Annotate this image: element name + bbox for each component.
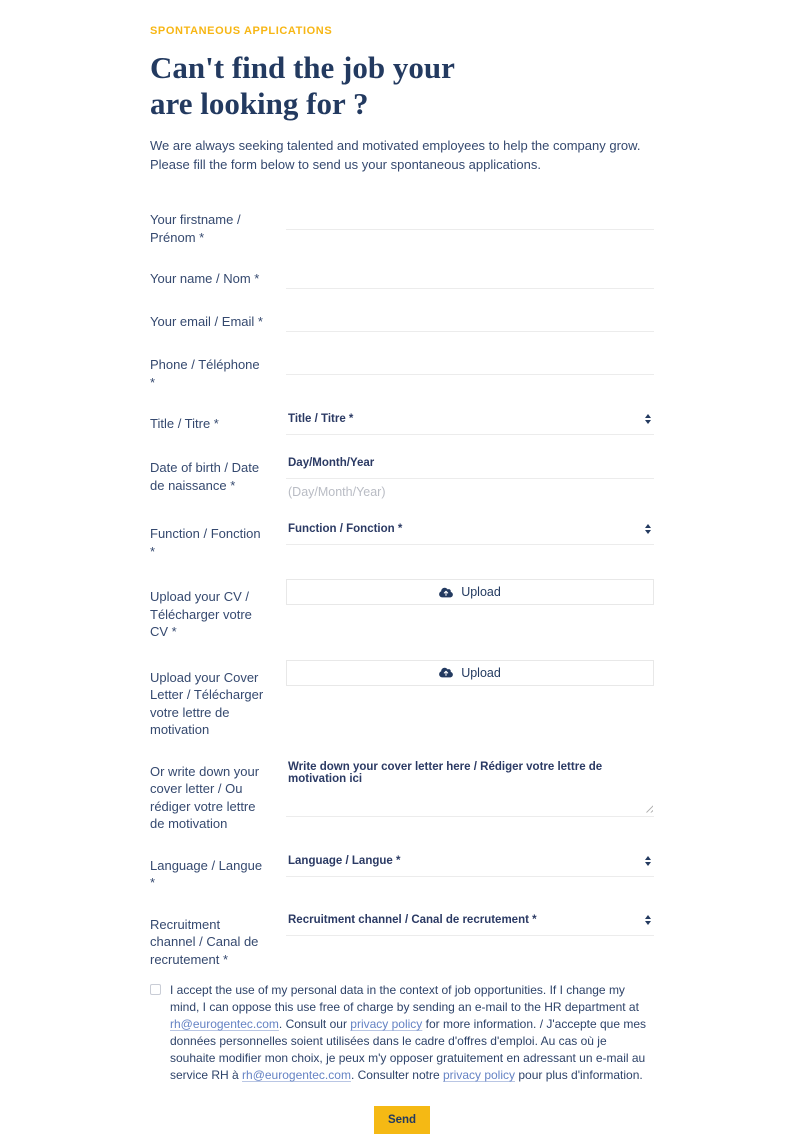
field-row-upload-cv: [150, 579, 654, 641]
select-stepper-icon: [645, 414, 652, 424]
field-label-cover-letter-text: Or write down your cover letter / Ou rédiger votre lettre de motivation: [150, 763, 260, 831]
upload-cv-button[interactable]: [286, 579, 654, 605]
consent-text-part: pour plus d'information.: [515, 1068, 643, 1082]
page-title-line-2: are looking for ?: [150, 86, 369, 121]
consent-text-part: I accept the use of my personal data in the context of job opportunities. If I change my mind, I can oppose this use free of charge by sending an e-mail to the HR department at: [170, 983, 639, 1014]
field-label-dob: Date of birth / Date de naissance *: [150, 460, 260, 493]
recruitment-channel-select-value: Recruitment channel / Canal de recrutement *: [288, 913, 537, 926]
consent-text-part: for more information. / J'accepte que mes données personnelles soient utilisées dans le cadre d'offres d'emploi. Au cas où je souhaite modifier mon choix, je peux m'y opposer gratuitement en adressant un e-mail au service RH à: [170, 1017, 647, 1082]
upload-cv-button-label: Upload: [461, 585, 501, 599]
upload-cloud-icon: [439, 587, 453, 598]
hr-email-link[interactable]: rh@eurogentec.com: [242, 1068, 351, 1082]
field-row-firstname: [150, 206, 654, 246]
field-row-title: [150, 410, 654, 435]
field-label-firstname: Your firstname / Prénom *: [150, 212, 241, 245]
field-row-upload-cover-letter: [150, 660, 654, 739]
privacy-policy-link[interactable]: privacy policy: [442, 1068, 516, 1082]
field-label-phone: Phone / Téléphone *: [150, 357, 260, 390]
language-select-value: Language / Langue *: [288, 854, 401, 867]
upload-cloud-icon: [439, 667, 453, 678]
consent-checkbox[interactable]: [150, 984, 161, 995]
field-label-upload-cv: Upload your CV / Télécharger votre CV *: [150, 589, 252, 639]
send-button[interactable]: Send: [374, 1106, 430, 1134]
upload-cover-letter-button[interactable]: [286, 660, 654, 686]
field-row-recruitment-channel: [150, 911, 654, 969]
email-input[interactable]: [286, 308, 654, 332]
language-select[interactable]: [286, 852, 654, 877]
field-row-email: [150, 308, 654, 332]
field-row-phone: [150, 351, 654, 391]
select-stepper-icon: [645, 524, 652, 534]
firstname-input[interactable]: [286, 206, 654, 230]
field-label-name: Your name / Nom *: [150, 271, 260, 286]
field-row-name: [150, 265, 654, 289]
consent-row: [150, 982, 654, 1084]
consent-text-part: . Consult our: [278, 1017, 351, 1031]
field-label-title: Title / Titre *: [150, 416, 219, 431]
recruitment-channel-select[interactable]: [286, 911, 654, 936]
name-input[interactable]: [286, 265, 654, 289]
cover-letter-textarea-frame: [286, 758, 654, 817]
title-select-value: Title / Titre *: [288, 413, 354, 425]
field-row-language: [150, 852, 654, 892]
select-stepper-icon: [645, 856, 652, 866]
field-label-function: Function / Fonction *: [150, 526, 261, 559]
field-label-email: Your email / Email *: [150, 314, 263, 329]
dob-input[interactable]: [286, 479, 654, 499]
cover-letter-textarea[interactable]: [286, 789, 654, 811]
field-row-function: [150, 520, 654, 560]
dob-field-frame: [286, 454, 654, 479]
function-select-value: Function / Fonction *: [288, 523, 403, 535]
page-title-line-1: Can't find the job your: [150, 50, 455, 85]
field-label-upload-cover-letter: Upload your Cover Letter / Télécharger votre lettre de motivation: [150, 669, 264, 737]
function-select[interactable]: [286, 520, 654, 545]
section-eyebrow: SPONTANEOUS APPLICATIONS: [150, 25, 333, 37]
title-select[interactable]: [286, 410, 654, 435]
intro-paragraph: We are always seeking talented and motivated employees to help the company grow. Please fill the form below to send us your spontaneous applications.: [150, 138, 641, 172]
privacy-policy-link[interactable]: privacy policy: [350, 1017, 423, 1031]
hr-email-link[interactable]: rh@eurogentec.com: [170, 1017, 279, 1031]
phone-input[interactable]: [286, 351, 654, 375]
cover-letter-textarea-label: Write down your cover letter here / Rédiger votre lettre de motivation ici: [288, 760, 603, 785]
dob-field-label: Day/Month/Year: [288, 457, 375, 469]
field-label-language: Language / Langue *: [150, 857, 263, 890]
field-row-dob: [150, 454, 654, 501]
field-label-recruitment-channel: Recruitment channel / Canal de recrutement *: [150, 916, 259, 967]
page-title: [150, 50, 654, 122]
consent-text: [170, 982, 654, 1084]
spontaneous-applications-section: [150, 0, 654, 1134]
field-row-cover-letter-text: [150, 758, 654, 833]
select-stepper-icon: [645, 915, 652, 925]
upload-cover-letter-button-label: Upload: [461, 665, 501, 680]
consent-text-part: . Consulter notre: [350, 1068, 443, 1082]
